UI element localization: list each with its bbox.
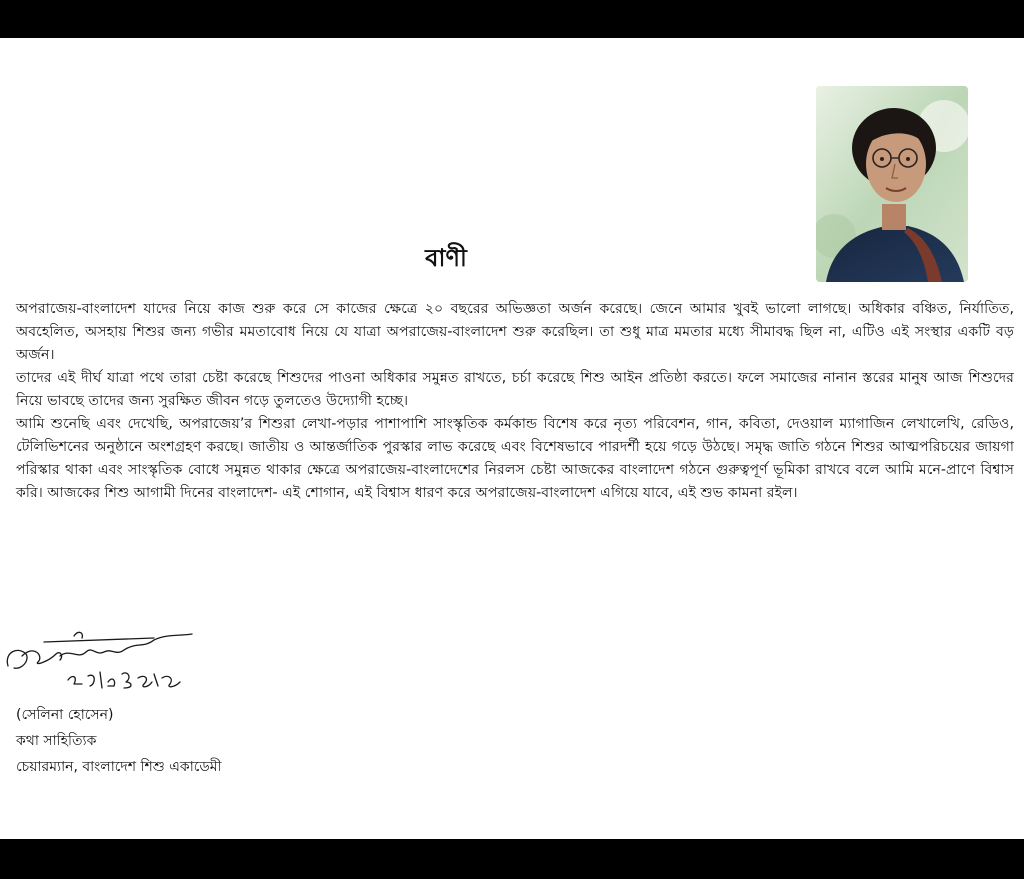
signature-block bbox=[16, 702, 221, 780]
signatory-role: কথা সাহিত্যিক bbox=[16, 733, 97, 749]
top-letterbox-bar bbox=[0, 0, 1024, 38]
paragraph-3: আমি শুনেছি এবং দেখেছি, অপরাজেয়’র শিশুরা লেখা-পড়ার পাশাপাশি সাংস্কৃতিক কর্মকান্ড বিশেষ করে নৃত্য পরিবেশন, গান, কবিতা, দেওয়াল ম্যাগাজিন লেখালেখি, রেডিও, টেলিভিশনের অনুষ্ঠানে অংশগ্রহণ করছে। জাতীয় ও আন্তর্জাতিক পুরস্কার লাভ করেছে এবং বিশেষভাবে পারদর্শী হয়ে গড়ে উঠছে। সমৃদ্ধ জাতি গঠনে শিশুর আত্মপরিচয়ের জায়গা পরিস্কার থাকা এবং সাংস্কৃতিক বোধে সমুন্নত থাকার ক্ষেত্রে অপরাজেয়-বাংলাদেশের নিরলস চেষ্টা আজকের বাংলাদেশ গঠনে গুরুত্বপূর্ণ ভূমিকা রাখবে বলে আমি মনে-প্রাণে বিশ্বাস করি। আজকের শিশু আগামী দিনের বাংলাদেশ- এই শোগান, এই বিশ্বাস ধারণ করে অপরাজেয়-বাংলাদেশ এগিয়ে যাবে, এই শুভ কামনা রইল। bbox=[16, 416, 1014, 501]
bottom-letterbox-bar bbox=[0, 839, 1024, 879]
letter-title: বাণী bbox=[425, 244, 467, 272]
handwritten-signature bbox=[4, 626, 200, 696]
letter-body bbox=[16, 298, 1014, 505]
signatory-position: চেয়ারম্যান, বাংলাদেশ শিশু একাডেমী bbox=[16, 759, 222, 775]
paragraph-2: তাদের এই দীর্ঘ যাত্রা পথে তারা চেষ্টা করেছে শিশুদের পাওনা অধিকার সমুন্নত রাখতে, চর্চা করেছে শিশু আইন প্রতিষ্ঠা করতে। ফলে সমাজের নানান স্তরের মানুষ আজ শিশুদের নিয়ে ভাবছে তাদের জন্য সুরক্ষিত জীবন গড়ে তুলতেও উদ্যোগী হচ্ছে। bbox=[16, 370, 1014, 409]
letter-page bbox=[0, 38, 1024, 839]
paragraph-1: অপরাজেয়-বাংলাদেশ যাদের নিয়ে কাজ শুরু করে সে কাজের ক্ষেত্রে ২০ বছরের অভিজ্ঞতা অর্জন করেছে। জেনে আমার খুবই ভালো লাগছে। অধিকার বঞ্চিত, নির্যাতিত, অবহেলিত, অসহায় শিশুর জন্য গভীর মমতাবোধ নিয়ে যে যাত্রা অপরাজেয়-বাংলাদেশ শুরু করেছিল। তা শুধু মাত্র মমতার মধ্যে সীমাবদ্ধ ছিল না, এটিও এই সংস্থার একটি বড় অর্জন। bbox=[16, 301, 1014, 363]
signatory-name: (সেলিনা হোসেন) bbox=[16, 707, 114, 723]
signature-icon bbox=[4, 626, 200, 696]
